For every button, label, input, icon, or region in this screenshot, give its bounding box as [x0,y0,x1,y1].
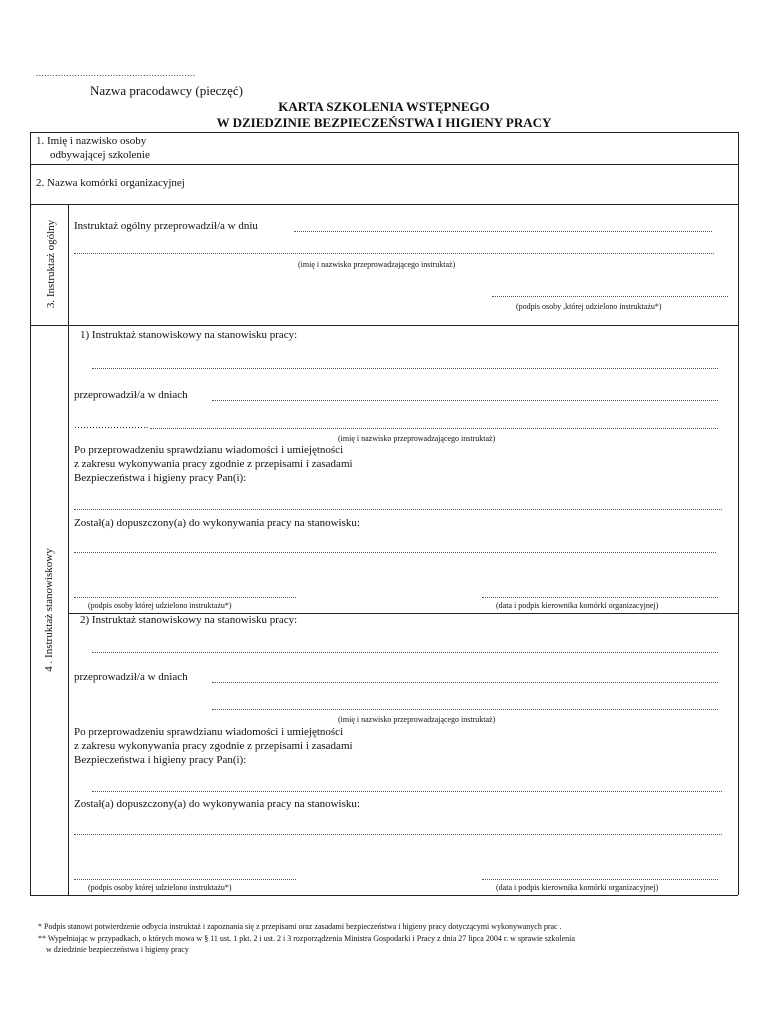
block2-check-line3: Bezpieczeństwa i higieny pracy Pan(i): [74,754,247,766]
footnote-2-line2: w dziedzinie bezpieczeństwa i higieny pracy [46,945,189,954]
block1-heading: 1) Instruktaż stanowiskowy na stanowisku pracy: [80,329,298,341]
block2-position-field [92,652,718,653]
block2-heading: 2) Instruktaż stanowiskowy na stanowisku pracy: [80,614,298,626]
block2-trainee-signature-field [74,879,296,880]
block1-trainee-signature-field [74,597,296,598]
block2-check-line2: z zakresu wykonywania pracy zgodnie z przepisami i zasadami [74,740,353,752]
block1-check-line2: z zakresu wykonywania pracy zgodnie z przepisami i zasadami [74,458,353,470]
block1-trainee-name-field [74,509,722,510]
block1-admitted-label: Został(a) dopuszczony(a) do wykonywania pracy na stanowisku: [74,517,360,529]
block2-admitted-field [74,834,722,835]
section2-label: 2. Nazwa komórki organizacyjnej [36,177,185,189]
general-training-date-label: Instruktaż ogólny przeprowadził/a w dniu [74,220,258,232]
block1-dates-field [212,400,718,401]
general-training-date-field [294,231,712,232]
page-title: KARTA SZKOLENIA WSTĘPNEGO [278,99,490,114]
block2-manager-signature-field [482,879,718,880]
block1-trainee-caption: (podpis osoby której udzielono instruktażu*) [88,601,232,610]
section1-label-line2: odbywającej szkolenie [50,149,150,161]
section4-side-label: 4 . Instruktaż stanowiskowy [43,548,55,672]
footnote-1: * Podpis stanowi potwierdzenie odbycia instruktaż i zapoznania się z przepisami oraz zasadami bezpieczeństwa i higieny pracy dotyczącymi wykonywanych prac . [38,922,562,931]
block2-instructor-field [212,709,718,710]
block2-trainee-caption: (podpis osoby której udzielono instruktażu*) [88,883,232,892]
general-instructor-caption: (imię i nazwisko przeprowadzającego instruktaż) [298,260,456,269]
block2-dates-field [212,682,718,683]
block2-check-line1: Po przeprowadzeniu sprawdzianu wiadomości i umiejętności [74,726,344,738]
general-trainee-signature-field [492,296,728,297]
general-instructor-field [74,253,714,254]
block1-check-line3: Bezpieczeństwa i higieny pracy Pan(i): [74,472,247,484]
page-subtitle: W DZIEDZINIE BEZPIECZEŃSTWA I HIGIENY PRACY [216,115,552,130]
general-trainee-caption: (podpis osoby ,której udzielono instruktażu*) [516,302,662,311]
block2-conducted-label: przeprowadził/a w dniach [74,671,188,683]
block2-admitted-label: Został(a) dopuszczony(a) do wykonywania pracy na stanowisku: [74,798,360,810]
footnote-2-line1: ** Wypełniając w przypadkach, o których mowa w § 11 ust. 1 pkt. 2 i ust. 2 i 3 rozporządzenia Ministra Gospodarki i Pracy z dnia 27 lipca 2004 r. w sprawie szkolenia [38,934,575,943]
block1-position-field [92,368,718,369]
employer-stamp-line: .......................................................... [36,68,196,78]
block1-admitted-field [74,552,716,553]
block1-dots-prefix: ……………………. [74,420,149,430]
block1-conducted-label: przeprowadził/a w dniach [74,389,188,401]
block2-trainee-name-field [92,791,722,792]
block2-manager-caption: (data i podpis kierownika komórki organizacyjnej) [496,883,659,892]
block1-manager-caption: (data i podpis kierownika komórki organizacyjnej) [496,601,659,610]
block1-check-line1: Po przeprowadzeniu sprawdzianu wiadomości i umiejętności [74,444,344,456]
section3-side-label: 3. Instruktaż ogólny [45,219,57,309]
block2-instructor-caption: (imię i nazwisko przeprowadzającego instruktaż) [338,715,496,724]
block1-manager-signature-field [482,597,718,598]
block1-instructor-caption: (imię i nazwisko przeprowadzającego instruktaż) [338,434,496,443]
block1-instructor-field [150,428,718,429]
section1-label-line1: 1. Imię i nazwisko osoby [36,135,147,147]
employer-label: Nazwa pracodawcy (pieczęć) [90,83,244,98]
